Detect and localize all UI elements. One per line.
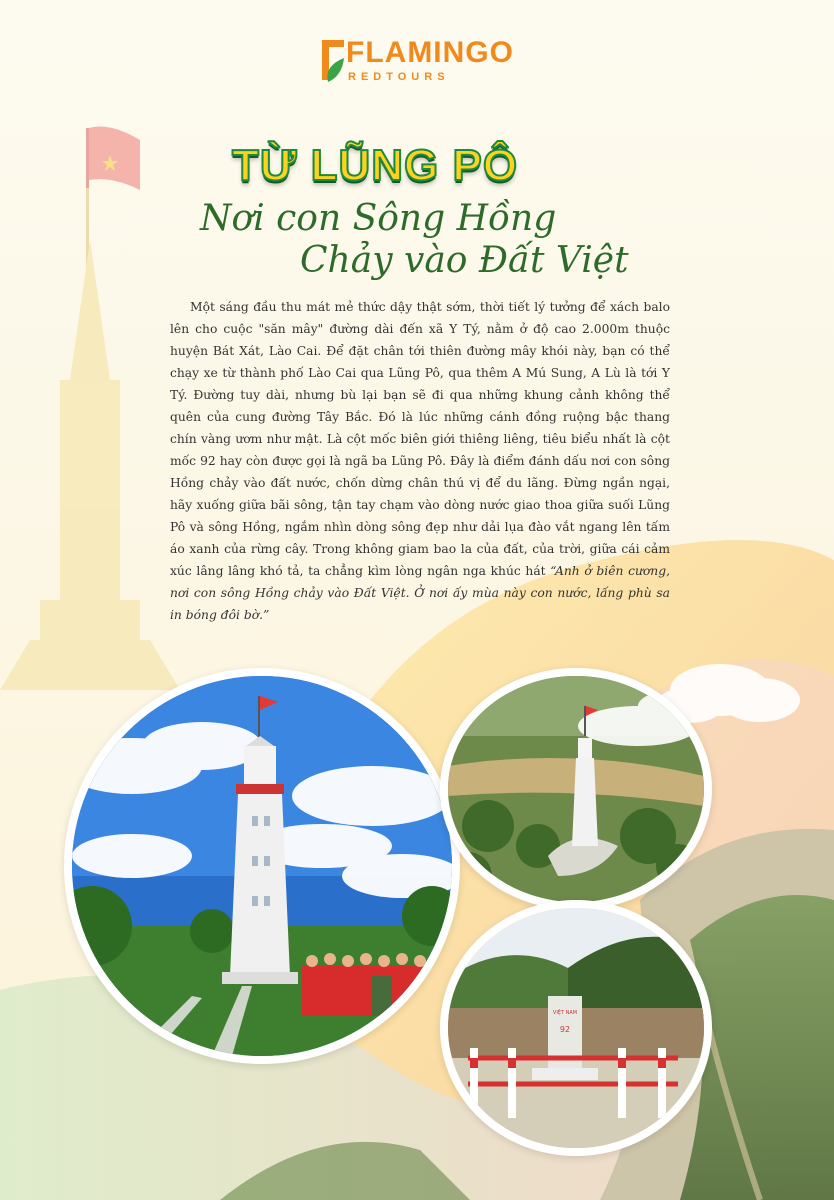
subtitle-line-1: Nơi con Sông Hồng — [200, 198, 557, 239]
photo-lung-po-tower — [64, 668, 460, 1064]
brand-subname: REDTOURS — [348, 71, 450, 83]
photo-valley-tower — [440, 668, 712, 910]
article-body — [170, 296, 670, 626]
article-text: Một sáng đầu thu mát mẻ thức dậy thật sớm, thời tiết lý tưởng để xách balo lên cho cuộc "săn mây" đường dài đến xã Y Tý, nằm ở độ cao 2.000m thuộc huyện Bát Xát, Lào Cai. Để đặt chân tới thiên đường mây khói này, bạn có thể chạy xe từ thành phố Lào Cai qua Lũng Pô, qua thêm A Mú Sung, A Lù là tới Y Tý. Đường tuy dài, nhưng bù lại bạn sẽ đi qua những khung cảnh không thể quên của cung đường Tây Bắc. Đó là lúc những cánh đồng ruộng bậc thang chín vàng ươm như mật. Là cột mốc biên giới thiêng liêng, tiêu biểu nhất là cột mốc 92 hay còn được gọi là ngã ba Lũng Pô. Đây là điểm đánh dấu nơi con sông Hồng chảy vào đất nước, chốn dừng chân thú vị để du lãng. Đừng ngần ngại, hãy xuống giữa bãi sông, tận tay chạm vào dòng nước giao thoa giữa suối Lũng Pô và sông Hồng, ngắm nhìn dòng sông đẹp như dải lụa đào vắt ngang lên tấm áo xanh của rừng cây. Trong không giam bao la của đất, của trời, giữa cái cảm xúc lâng lâng khó tả, ta chẳng kìm lòng ngân nga khúc hát — [170, 300, 670, 578]
page-title: TỪ LŨNG PÔ — [232, 141, 519, 190]
subtitle-line-2: Chảy vào Đất Việt — [300, 240, 629, 281]
brand-name: FLAMINGO — [346, 36, 514, 69]
song-quote: “Anh ở biên cương, nơi con sông Hồng chảy vào Đất Việt. Ở nơi ấy mùa này con nước, lấng phù sa in bóng đôi bờ.” — [170, 564, 670, 622]
marker-country-label: VIỆT NAM — [552, 1010, 578, 1016]
article-paragraph — [170, 296, 670, 626]
marker-number-label: 92 — [559, 1025, 571, 1034]
brand-logo — [322, 36, 522, 86]
leaf-icon — [322, 40, 348, 84]
photo-border-marker-92 — [440, 900, 712, 1156]
